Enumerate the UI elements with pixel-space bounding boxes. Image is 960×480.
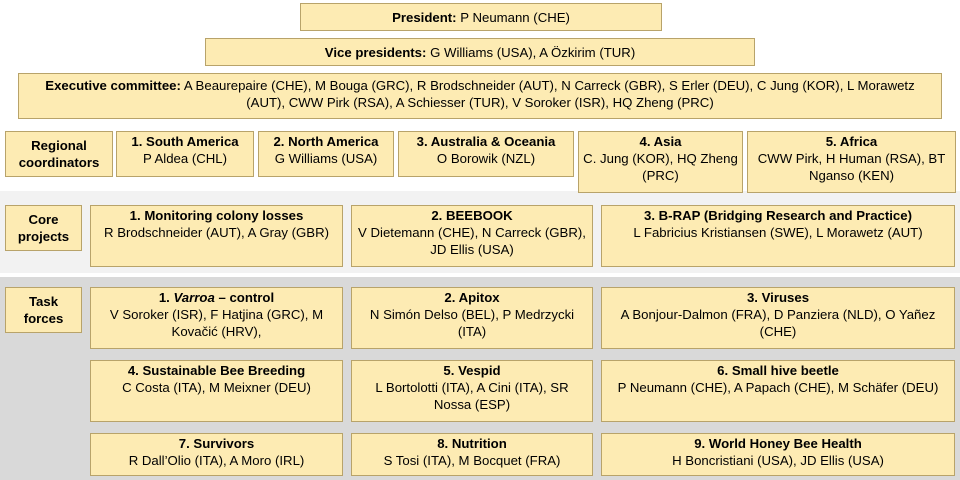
president-box xyxy=(300,3,662,31)
task-force-names: N Simón Delso (BEL), P Medrzycki (ITA) xyxy=(369,307,575,339)
task-force-title: 6. Small hive beetle xyxy=(717,363,839,378)
task-force-7 xyxy=(90,433,343,476)
region-names: C. Jung (KOR), HQ Zheng (PRC) xyxy=(583,151,738,183)
region-australia-oceania xyxy=(398,131,574,177)
region-title: 5. Africa xyxy=(825,134,878,149)
core-project-2 xyxy=(351,205,593,267)
task-force-title: 7. Survivors xyxy=(178,436,255,451)
task-force-title: 2. Apitox xyxy=(444,290,500,305)
core-project-title: 3. B-RAP (Bridging Research and Practice) xyxy=(644,208,912,223)
region-title: 1. South America xyxy=(131,134,239,149)
task-force-9 xyxy=(601,433,955,476)
president-value: P Neumann (CHE) xyxy=(460,10,570,25)
region-names: CWW Pirk, H Human (RSA), BT Nganso (KEN) xyxy=(757,151,946,183)
task-force-names: S Tosi (ITA), M Bocquet (FRA) xyxy=(383,453,561,468)
executive-committee-value: A Beaurepaire (CHE), M Bouga (GRC), R Brodschneider (AUT), N Carreck (GBR), S Erler (DEU), C Jung (KOR), L Morawetz (AUT), CWW Pirk (RSA), A Schiesser (TUR), V Soroker (ISR), HQ Zheng (PRC) xyxy=(183,78,915,110)
task-force-title-rest: – control xyxy=(214,290,275,305)
region-asia xyxy=(578,131,743,193)
task-force-6 xyxy=(601,360,955,422)
task-force-title: 4. Sustainable Bee Breeding xyxy=(127,363,306,378)
core-project-1 xyxy=(90,205,343,267)
task-force-names: V Soroker (ISR), F Hatjina (GRC), M Kovačić (HRV), xyxy=(109,307,324,339)
core-project-names: V Dietemann (CHE), N Carreck (GBR), JD Ellis (USA) xyxy=(358,225,586,257)
task-force-title: 8. Nutrition xyxy=(437,436,507,451)
region-names: P Aldea (CHL) xyxy=(142,151,228,166)
task-force-title: 3. Viruses xyxy=(746,290,810,305)
task-force-names: L Bortolotti (ITA), A Cini (ITA), SR Nossa (ESP) xyxy=(375,380,569,412)
core-project-title: 1. Monitoring colony losses xyxy=(129,208,304,223)
task-force-5 xyxy=(351,360,593,422)
task-force-4 xyxy=(90,360,343,422)
task-force-names: H Boncristiani (USA), JD Ellis (USA) xyxy=(672,453,884,468)
president-label: President: xyxy=(392,10,457,25)
vice-presidents-value: G Williams (USA), A Özkirim (TUR) xyxy=(430,45,636,60)
core-project-names: L Fabricius Kristiansen (SWE), L Morawetz (AUT) xyxy=(633,225,923,240)
task-force-names: P Neumann (CHE), A Papach (CHE), M Schäfer (DEU) xyxy=(617,380,939,395)
core-project-3 xyxy=(601,205,955,267)
task-force-title: 9. World Honey Bee Health xyxy=(694,436,862,451)
region-north-america xyxy=(258,131,394,177)
region-title: 3. Australia & Oceania xyxy=(416,134,556,149)
region-title: 4. Asia xyxy=(639,134,682,149)
executive-committee-label: Executive committee: xyxy=(45,78,181,93)
region-names: O Borowik (NZL) xyxy=(436,151,536,166)
task-force-names: R Dall’Olio (ITA), A Moro (IRL) xyxy=(128,453,305,468)
task-force-title: 5. Vespid xyxy=(443,363,501,378)
task-force-2 xyxy=(351,287,593,349)
task-force-3 xyxy=(601,287,955,349)
executive-committee-box xyxy=(18,73,942,119)
core-project-names: R Brodschneider (AUT), A Gray (GBR) xyxy=(104,225,329,240)
task-force-8 xyxy=(351,433,593,476)
task-force-names: C Costa (ITA), M Meixner (DEU) xyxy=(122,380,311,395)
core-project-title: 2. BEEBOOK xyxy=(431,208,513,223)
task-force-number: 1. xyxy=(158,290,174,305)
task-force-title xyxy=(95,289,338,306)
regional-coordinators-label: Regional coordinators xyxy=(5,131,113,177)
region-title: 2. North America xyxy=(273,134,379,149)
task-force-title-italic: Varroa xyxy=(173,290,215,305)
vice-presidents-box xyxy=(205,38,755,66)
task-force-1 xyxy=(90,287,343,349)
task-force-names: A Bonjour-Dalmon (FRA), D Panziera (NLD), O Yañez (CHE) xyxy=(620,307,936,339)
region-south-america xyxy=(116,131,254,177)
region-africa xyxy=(747,131,956,193)
vice-presidents-label: Vice presidents: xyxy=(324,45,427,60)
region-names: G Williams (USA) xyxy=(274,151,378,166)
task-forces-label: Task forces xyxy=(5,287,82,333)
core-projects-label: Core projects xyxy=(5,205,82,251)
